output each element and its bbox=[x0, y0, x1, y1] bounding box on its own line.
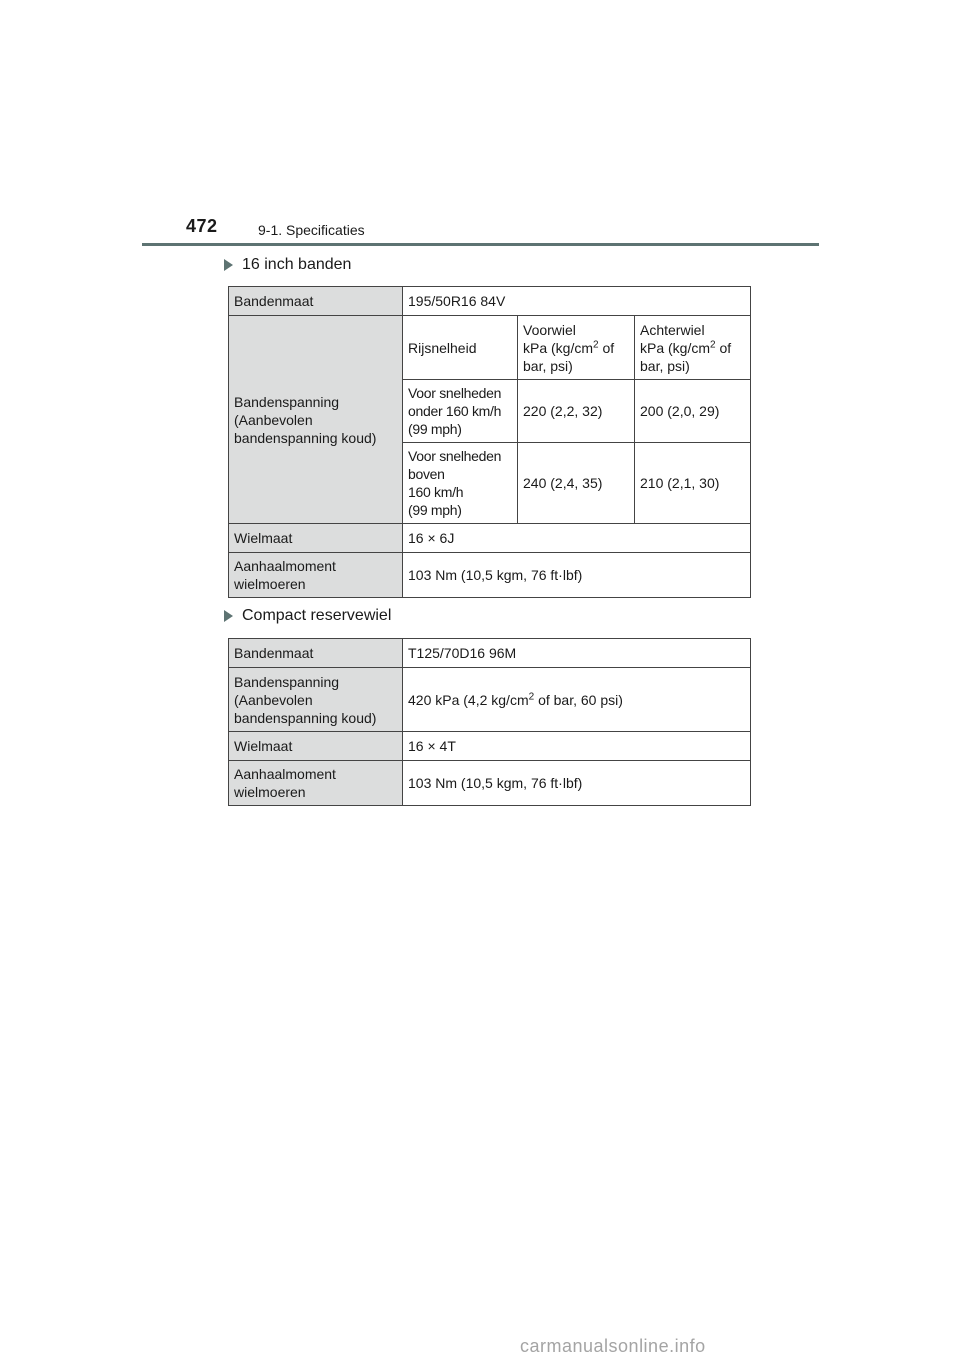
torque-label: Aanhaalmoment wielmoeren bbox=[229, 761, 403, 806]
col-header-speed: Rijsnelheid bbox=[403, 316, 518, 380]
wheel-size-label: Wielmaat bbox=[229, 524, 403, 553]
section-title: 9-1. Specificaties bbox=[258, 222, 365, 238]
section-heading-spare-wheel bbox=[224, 607, 391, 625]
torque-value: 103 Nm (10,5 kgm, 76 ft·lbf) bbox=[403, 761, 751, 806]
col-header-front: Voorwiel kPa ($kg/cm^2$ of bar, psi) bbox=[518, 316, 635, 380]
tire-size-value: T125/70D16 96M bbox=[403, 639, 751, 668]
pressure-value: 420 kPa (4,2 $kg/cm^2$ of bar, 60 psi) bbox=[403, 668, 751, 732]
front-pressure: 240 (2,4, 35) bbox=[518, 443, 635, 524]
table-row bbox=[229, 639, 751, 668]
section-heading-16-inch bbox=[224, 256, 351, 274]
rear-pressure: 200 (2,0, 29) bbox=[635, 380, 751, 443]
triangle-bullet-icon bbox=[224, 259, 233, 271]
header-rule bbox=[142, 243, 819, 246]
speed-condition: Voor snelheden onder 160 km/h (99 mph) bbox=[403, 380, 518, 443]
col-header-rear: Achterwiel kPa ($kg/cm^2$ of bar, psi) bbox=[635, 316, 751, 380]
tire-size-value: 195/50R16 84V bbox=[403, 287, 751, 316]
rear-pressure: 210 (2,1, 30) bbox=[635, 443, 751, 524]
pressure-label: Bandenspanning (Aanbevolen bandenspanning koud) bbox=[229, 668, 403, 732]
table-row bbox=[229, 524, 751, 553]
triangle-bullet-icon bbox=[224, 610, 233, 622]
section-heading-text: 16 inch banden bbox=[242, 256, 352, 273]
table-row bbox=[229, 668, 751, 732]
table-row bbox=[229, 553, 751, 598]
wheel-size-value: 16 × 4T bbox=[403, 732, 751, 761]
page-number: 472 bbox=[186, 216, 218, 236]
torque-value: 103 Nm (10,5 kgm, 76 ft·lbf) bbox=[403, 553, 751, 598]
tire-size-label: Bandenmaat bbox=[229, 287, 403, 316]
table-row bbox=[229, 761, 751, 806]
watermark: carmanualsonline.info bbox=[520, 1336, 706, 1356]
tire-spec-table-16-inch bbox=[228, 286, 751, 598]
speed-condition: Voor snelheden boven 160 km/h (99 mph) bbox=[403, 443, 518, 524]
torque-label: Aanhaalmoment wielmoeren bbox=[229, 553, 403, 598]
wheel-size-label: Wielmaat bbox=[229, 732, 403, 761]
table-row bbox=[229, 316, 751, 380]
wheel-size-value: 16 × 6J bbox=[403, 524, 751, 553]
table-row bbox=[229, 287, 751, 316]
front-pressure: 220 (2,2, 32) bbox=[518, 380, 635, 443]
pressure-label: Bandenspanning (Aanbevolen bandenspanning koud) bbox=[229, 316, 403, 524]
tire-size-label: Bandenmaat bbox=[229, 639, 403, 668]
table-row bbox=[229, 732, 751, 761]
tire-spec-table-spare bbox=[228, 638, 751, 806]
section-heading-text: Compact reservewiel bbox=[242, 607, 392, 624]
